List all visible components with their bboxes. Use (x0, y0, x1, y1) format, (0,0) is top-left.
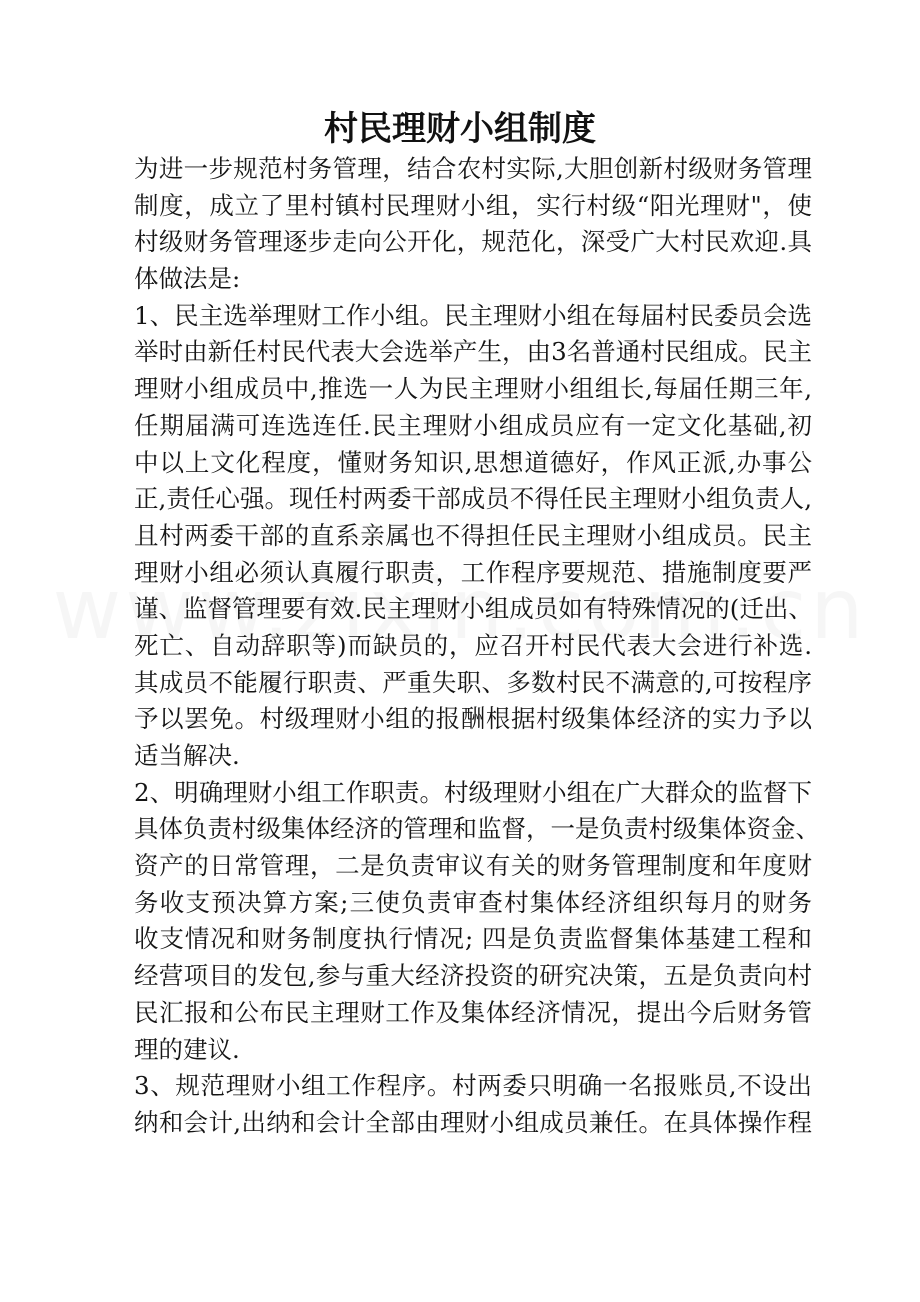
text-line: 民汇报和公布民主理财工作及集体经济情况，提出今后财务管 (134, 997, 812, 1027)
text-line: 适当解决. (134, 741, 240, 770)
text-line: 理财小组必须认真履行职责，工作程序要规范、措施制度要严 (134, 557, 812, 587)
text-line: 任期届满可连选连任.民主理财小组成员应有一定文化基础,初 (134, 410, 812, 440)
text-line: 谨、监督管理要有效.民主理财小组成员如有特殊情况的(迁出、 (134, 594, 813, 624)
text-line: 为进一步规范村务管理，结合农村实际,大胆创新村级财务管理 (134, 154, 812, 183)
text-line: 1、民主选举理财工作小组。民主理财小组在每届村民委员会选 (134, 300, 812, 330)
text-line: 村级财务管理逐步走向公开化，规范化，深受广大村民欢迎.具 (134, 227, 812, 257)
text-line: 举时由新任村民代表大会选举产生，由3名普通村民组成。民主 (134, 337, 812, 367)
text-line: 且村两委干部的直系亲属也不得担任民主理财小组成员。民主 (134, 520, 812, 550)
text-line: 死亡、自动辞职等)而缺员的，应召开村民代表大会进行补选. (134, 630, 812, 660)
text-line: 理财小组成员中,推选一人为民主理财小组组长,每届任期三年, (134, 374, 812, 404)
text-line: 2、明确理财小组工作职责。村级理财小组在广大群众的监督下 (134, 777, 812, 807)
text-line: 制度，成立了里村镇村民理财小组，实行村级“阳光理财"，使 (134, 190, 812, 220)
text-line: 具体负责村级集体经济的管理和监督，一是负责村级集体资金、 (134, 814, 820, 844)
text-line: 予以罢免。村级理财小组的报酬根据村级集体经济的实力予以 (134, 704, 812, 734)
document-title: 村民理财小组制度 (324, 109, 596, 149)
text-line: 3、规范理财小组工作程序。村两委只明确一名报账员,不设出 (134, 1071, 812, 1101)
text-line: 资产的日常管理，二是负责审议有关的财务管理制度和年度财 (134, 851, 812, 881)
text-line: 其成员不能履行职责、严重失职、多数村民不满意的,可按程序 (134, 667, 812, 697)
text-line: 正,责任心强。现任村两委干部成员不得任民主理财小组负责人, (134, 484, 812, 514)
text-line: 务收支预决算方案;三使负责审查村集体经济组织每月的财务 (134, 887, 812, 917)
document-body (134, 151, 820, 1142)
text-line: 体做法是: (134, 264, 241, 294)
text-line: 理的建议. (134, 1034, 240, 1064)
text-line: 经营项目的发包,参与重大经济投资的研究决策，五是负责向村 (134, 961, 812, 991)
text-line: 纳和会计,出纳和会计全部由理财小组成员兼任。在具体操作程 (134, 1107, 812, 1137)
text-line: 收支情况和财务制度执行情况; 四是负责监督集体基建工程和 (134, 924, 812, 954)
text-line: 中以上文化程度，懂财务知识,思想道德好，作风正派,办事公 (134, 447, 812, 477)
